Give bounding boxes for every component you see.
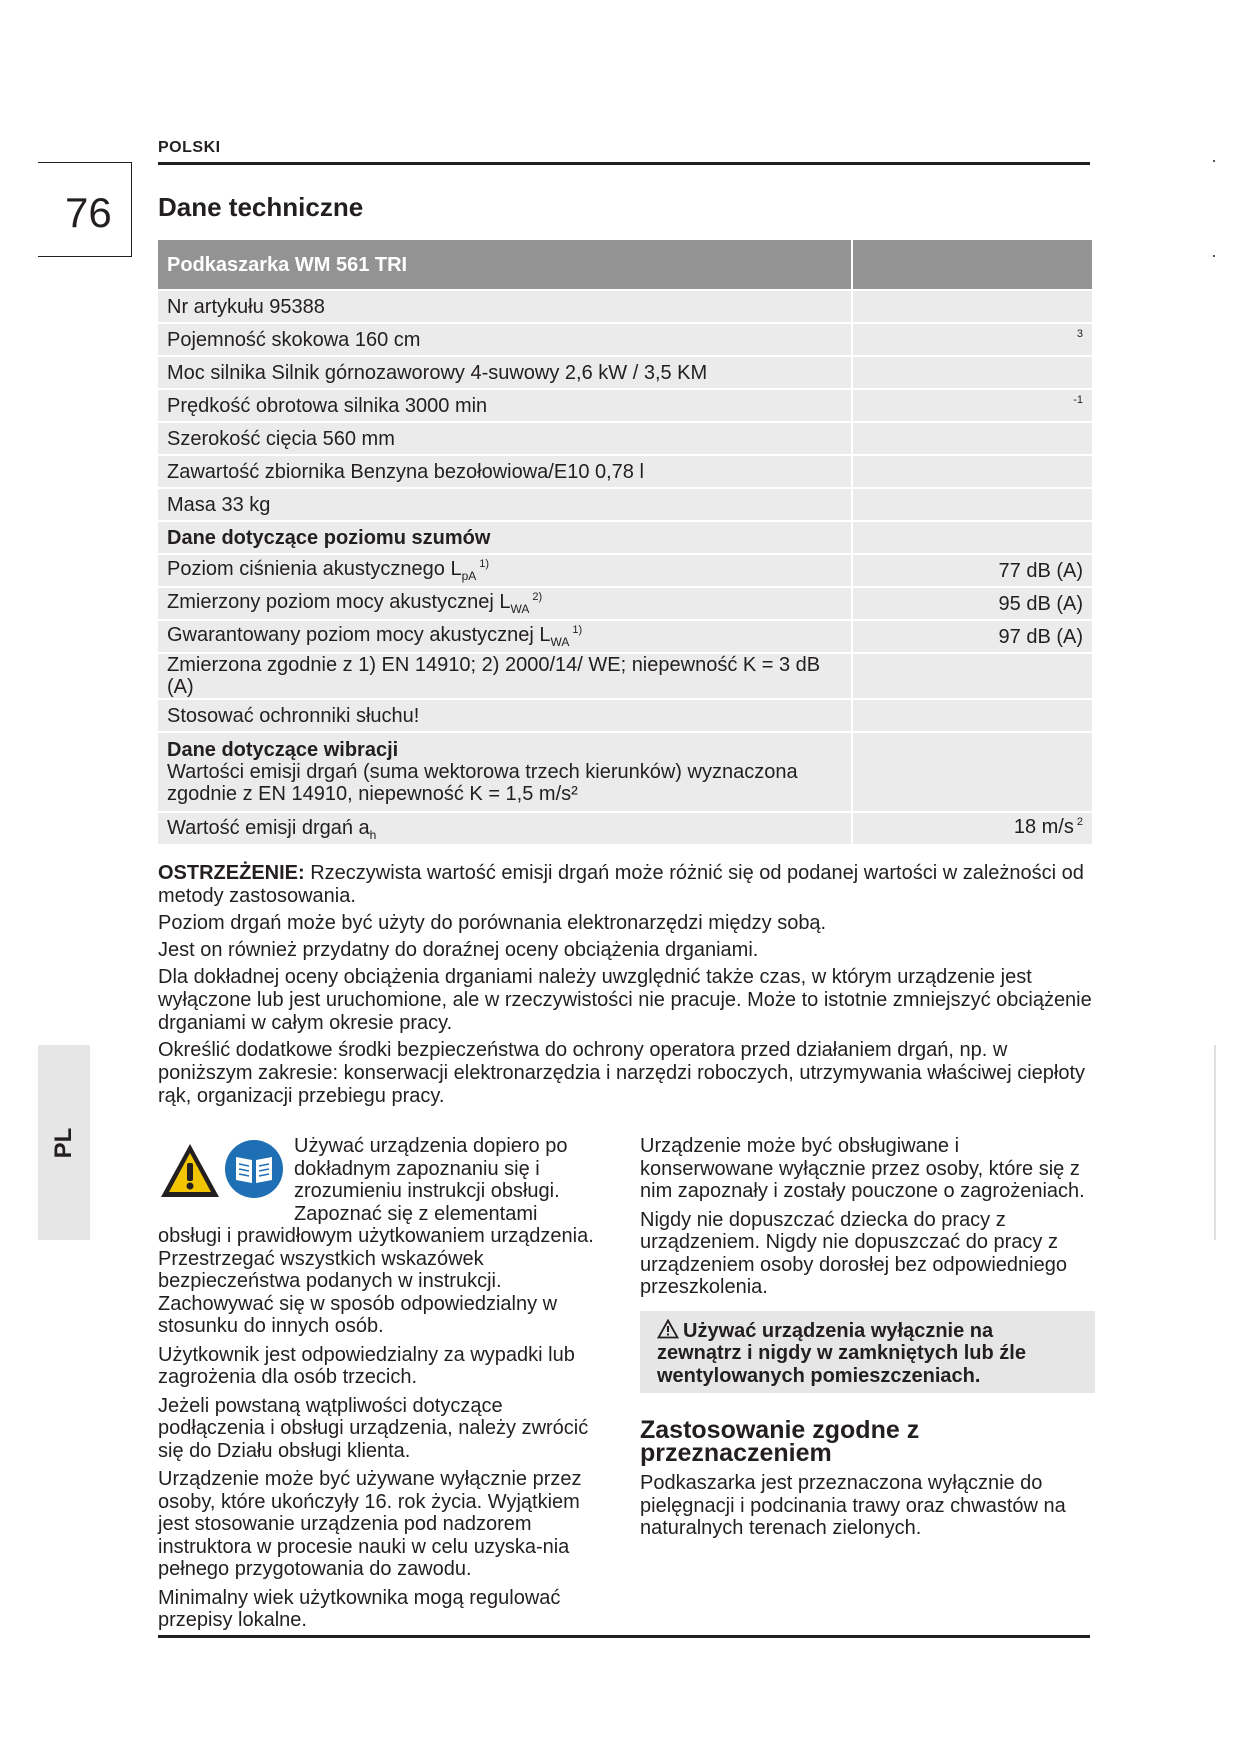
table-row (158, 812, 1092, 845)
section-title: Dane techniczne (158, 192, 364, 222)
row-value: -1 (1073, 393, 1083, 406)
intended-use-heading: Zastosowanie zgodne z przeznaczeniem (640, 1416, 920, 1467)
read-manual-icon (224, 1139, 284, 1199)
row-label-footnote: 1) (479, 558, 490, 570)
ventilation-notice (640, 1311, 1095, 1394)
row-label: Wartość emisji drgań a (167, 816, 370, 839)
row-value: 18 m/s (1013, 816, 1074, 838)
table-row (158, 554, 1092, 587)
margin-mark (1213, 160, 1215, 162)
row-label-subscript: WA (550, 635, 570, 649)
vibration-text: Wartości emisji drgań (suma wektorowa trzech kierunków) wyznaczona zgodnie z EN 14910, niepewność K = 1,5 m/s² (167, 761, 798, 805)
table-header-row (158, 240, 1092, 290)
top-rule (158, 162, 1090, 165)
page-number: 76 (65, 189, 112, 236)
row-label-subscript: WA (510, 602, 530, 616)
warning-text: Poziom drgań może być użyty do porównania elektronarzędzi między sobą. (158, 912, 827, 934)
margin-mark (1213, 255, 1215, 257)
row-label: Prędkość obrotowa silnika 3000 min (158, 389, 852, 422)
warning-label: OSTRZEŻENIE: (158, 862, 305, 884)
table-row (158, 455, 1092, 488)
row-value: 3 (1076, 327, 1083, 340)
table-header-empty (852, 240, 1092, 290)
table-row (158, 290, 1092, 323)
vibration-warning (158, 862, 1094, 1112)
table-title: Podkaszarka WM 561 TRI (158, 240, 852, 290)
safety-text: Nigdy nie dopuszczać dziecka do pracy z urządzeniem. Nigdy nie dopuszczać do pracy z urządzeniem osoby dorosłej bez odpowiedniego przeszkolenia. (640, 1208, 1067, 1298)
notice-text: Używać urządzenia wyłącznie na zewnątrz i nigdy w zamkniętych lub źle wentylowanych pomieszczeniach. (657, 1319, 1026, 1387)
technical-data-table (158, 240, 1092, 846)
row-value (852, 455, 1092, 488)
table-row (158, 488, 1092, 521)
safety-text: Użytkownik jest odpowiedzialny za wypadki lub zagrożenia dla osób trzecich. (158, 1343, 575, 1388)
table-row (158, 323, 1092, 356)
vibration-heading: Dane dotyczące wibracji (167, 739, 399, 761)
row-label-footnote: 2) (532, 591, 543, 603)
row-value: 97 dB (A) (852, 620, 1092, 653)
table-row (158, 699, 1092, 732)
row-label: Zmierzony poziom mocy akustycznej L (167, 591, 511, 613)
left-column (158, 1135, 603, 1638)
language-side-tab (38, 1045, 90, 1240)
row-label: Pojemność skokowa 160 cm (158, 323, 852, 356)
safety-text: Używać urządzenia dopiero po dokładnym zapoznaniu się i zrozumieniu instrukcji obsługi. Zapoznać się z elementami obsługi i prawidłowym użytkowaniem urządzenia. Przestrzegać wszystkich wskazówek bezpieczeństwa podanych w instrukcji. Zachowywać się w sposób odpowiedzialny w stosunku do innych osób. (158, 1135, 594, 1337)
row-value (852, 488, 1092, 521)
row-label: Zawartość zbiornika Benzyna bezołowiowa/E10 0,78 l (158, 455, 852, 488)
safety-text: Urządzenie może być używane wyłącznie przez osoby, które ukończyły 16. rok życia. Wyjątkiem jest stosowanie urządzenia pod nadzorem instruktora w procesie nauki w celu uzyska-nia pełnego przygotowania do zawodu. (158, 1468, 582, 1580)
row-label: Nr artykułu 95388 (158, 290, 852, 323)
row-value: 95 dB (A) (852, 587, 1092, 620)
warning-text: Jest on również przydatny do doraźnej oceny obciążenia drganiami. (158, 939, 759, 961)
table-subheading-row (158, 521, 1092, 554)
warning-small-icon (657, 1319, 679, 1339)
row-label-subscript: pA (461, 569, 477, 583)
safety-text: Urządzenie może być obsługiwane i konserwowane wyłącznie przez osoby, które się z nim zapoznały i zostały pouczone o zagrożeniach. (640, 1135, 1085, 1202)
table-row (158, 732, 1092, 812)
right-column (640, 1135, 1095, 1546)
hearing-note: Stosować ochronniki słuchu! (158, 699, 852, 732)
safety-text: Minimalny wiek użytkownika mogą regulować przepisy lokalne. (158, 1586, 561, 1631)
row-label-footnote: 1) (572, 624, 583, 636)
table-row (158, 653, 1092, 699)
safety-icons (158, 1139, 290, 1203)
row-value (852, 422, 1092, 455)
row-label: Masa 33 kg (158, 488, 852, 521)
row-label: Gwarantowany poziom mocy akustycznej L (167, 624, 551, 646)
row-value: 77 dB (A) (852, 554, 1092, 587)
language-side-tab-label: PL (50, 1127, 77, 1158)
warning-text: Określić dodatkowe środki bezpieczeństwa do ochrony operatora przed działaniem drgań, np. w poniższym zakresie: konserwacji elektronarzędzia i narzędzi roboczych, utrzymywania właściwej ciepłoty rąk, organizacji przebiegu pracy. (158, 1039, 1086, 1107)
bottom-rule (158, 1635, 1090, 1638)
warning-triangle-icon (158, 1141, 222, 1201)
table-row (158, 422, 1092, 455)
row-value (852, 290, 1092, 323)
safety-text: Jeżeli powstaną wątpliwości dotyczące podłączenia i obsługi urządzenia, należy zwrócić się do Działu obsługi klienta. (158, 1394, 589, 1462)
table-row (158, 620, 1092, 653)
table-row (158, 356, 1092, 389)
table-row (158, 587, 1092, 620)
intended-use-text: Podkaszarka jest przeznaczona wyłącznie do pielęgnacji i podcinania trawy oraz chwastów na naturalnych terenach zielonych. (640, 1472, 1066, 1539)
row-label: Poziom ciśnienia akustycznego L (167, 558, 462, 580)
row-label: Szerokość cięcia 560 mm (158, 422, 852, 455)
warning-text: Rzeczywista wartość emisji drgań może różnić się od podanej wartości w zależności od metody zastosowania. (158, 862, 1084, 907)
table-row (158, 389, 1092, 422)
language-header: POLSKI (158, 139, 221, 156)
row-value-sup: 2 (1076, 816, 1083, 828)
noise-note: Zmierzona zgodnie z 1) EN 14910; 2) 2000/14/ WE; niepewność K = 3 dB (A) (158, 653, 852, 699)
warning-text: Dla dokładnej oceny obciążenia drganiami należy uwzględnić także czas, w którym urządzenie jest wyłączone lub jest uruchomione, ale w rzeczywistości nie pracuje. Może to istotnie zmniejszyć obciążenie drganiami w całym okresie pracy. (158, 966, 1092, 1034)
noise-heading: Dane dotyczące poziomu szumów (158, 521, 852, 554)
right-margin-bar (1214, 1045, 1216, 1240)
row-label: Moc silnika Silnik górnozaworowy 4-suwowy 2,6 kW / 3,5 KM (158, 356, 852, 389)
row-value (852, 356, 1092, 389)
row-label-subscript: h (369, 827, 377, 842)
